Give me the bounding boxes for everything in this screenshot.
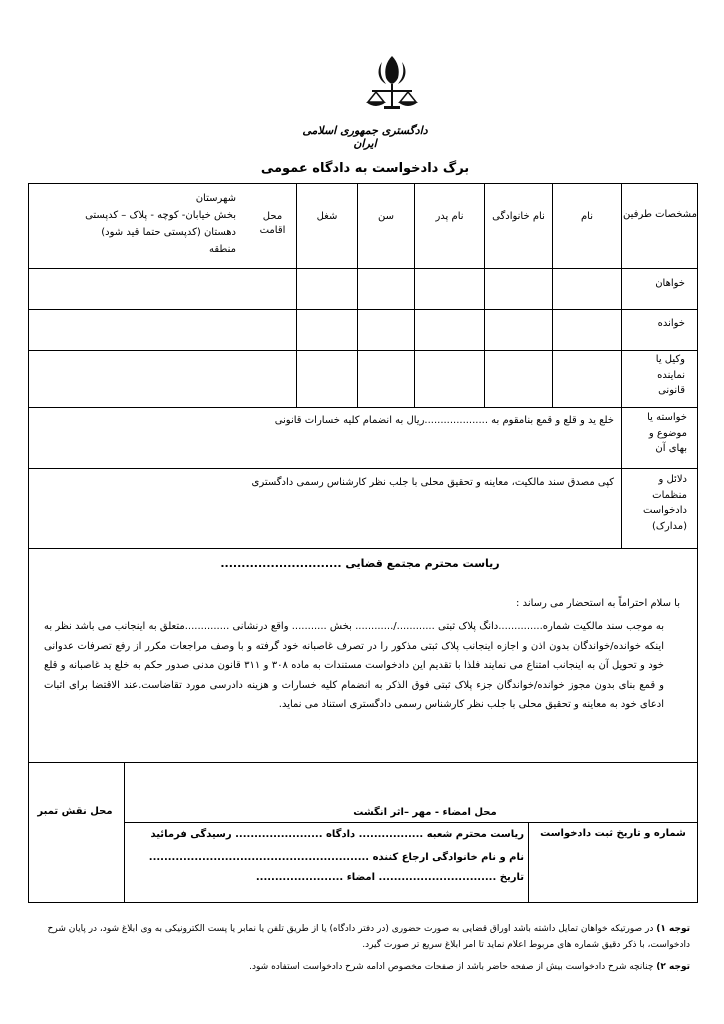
emblem-text: دادگستری جمهوری اسلامی ایران — [302, 124, 428, 150]
col-header-specs: مشخصات طرفین — [623, 209, 697, 220]
row-label-attorney: وکیل یا نماینده قانونی — [655, 354, 685, 396]
form-title: برگ دادخواست به دادگاه عمومی — [260, 161, 470, 176]
col-header-age: سن — [378, 211, 394, 222]
letter-addressee: ریاست محترم مجتمع قضایی ............................. — [220, 557, 500, 570]
referral-line-3: تاریخ ............................... امضاء ....................... — [255, 872, 524, 883]
iran-emblem-icon — [362, 52, 422, 122]
row-label-defendant: خوانده — [657, 318, 685, 329]
letter-body: به موجب سند مالکیت شماره..............دانگ پلاک ثبتی ............/............ بخش ........... واقع درنشانی ..............متعلق به اینجانب می باشد نظر به اینکه خوانده/خواندگان بدون اذن و اجازه اینجانب پلاک ثبتی مذکور را در تصرف غاصبانه خود گرفته و با وصف مراجعات مکرر از رفع تصرفات عدوانی خود و تحویل آن به اینجانب امتناع می نمایند فلذا با تقدیم این دادخواست مستندات به ماده ۳۰۸ و ۳۱۱ قانون مدنی صدور حکم به خلع ید غاصبانه و قلع و قمع بنای بدون مجوز خوانده/خواندگان جزء پلاک ثبتی فوق الذکر به انضمام کلیه خسارات و هزینه دادرسی مورد تقاضاست.عند الاقتضا برای اثبات ادعای خود به معاینه و تحقیق محلی با جلب نظر کارشناس رسمی دادگستری استناد می نماید. — [44, 621, 664, 710]
evidence-value: کپی مصدق سند مالکیت، معاینه و تحقیق محلی با جلب نظر کارشناس رسمی دادگستری — [251, 477, 614, 488]
letter-greeting: با سلام احتراماً به استحضار می رساند : — [516, 598, 680, 609]
claim-label: خواسته یا موضوع و بهای آن — [647, 412, 687, 454]
claim-value: خلع ید و قلع و قمع بنامقوم به ....................ریال به انضمام کلیه خسارات قانونی — [274, 415, 614, 426]
col-header-residence: محل اقامت — [259, 211, 286, 236]
form-frame — [28, 183, 698, 903]
row-label-plaintiff: خواهان — [655, 278, 685, 289]
note-1: توجه ۱) در صورتیکه خواهان تمایل داشته باشد اوراق قضایی به صورت حضوری (در دفتر دادگاه) یا از طریق تلفن یا نمابر یا پست الکترونیکی به وی ابلاغ شود، در پایان شرح دادخواست، با ذکر دقیق شماره های مربوط اعلام نماید تا امر ابلاغ سریع تر صورت گیرد. — [47, 924, 690, 950]
col-header-address: شهرستان بخش خیابان- کوچه - پلاک – کدپستی دهستان (کدپستی حتما قید شود) منطقه — [85, 193, 236, 255]
registration-label: شماره و تاریخ ثبت دادخواست — [540, 828, 686, 839]
note-2: توجه ۲) چنانچه شرح دادخواست بیش از صفحه حاضر باشد از صفحات مخصوص ادامه شرح دادخواست استفاده شود. — [249, 962, 690, 972]
referral-line-1: ریاست محترم شعبه ................. دادگاه ....................... رسیدگی فرمائید — [150, 829, 524, 840]
col-header-name: نام — [580, 211, 594, 222]
col-header-job: شغل — [316, 211, 338, 222]
col-header-family: نام خانوادگی — [492, 211, 545, 222]
evidence-label: دلائل و منظمات دادخواست (مدارک) — [642, 474, 687, 532]
col-header-father: نام پدر — [435, 211, 464, 222]
signature-place-label: محل امضاء - مهر –اثر انگشت — [353, 807, 497, 818]
stamp-place-label: محل نقش تمبر — [37, 806, 113, 817]
referral-line-2: نام و نام خانوادگی ارجاع کننده .......................................................... — [148, 852, 524, 863]
